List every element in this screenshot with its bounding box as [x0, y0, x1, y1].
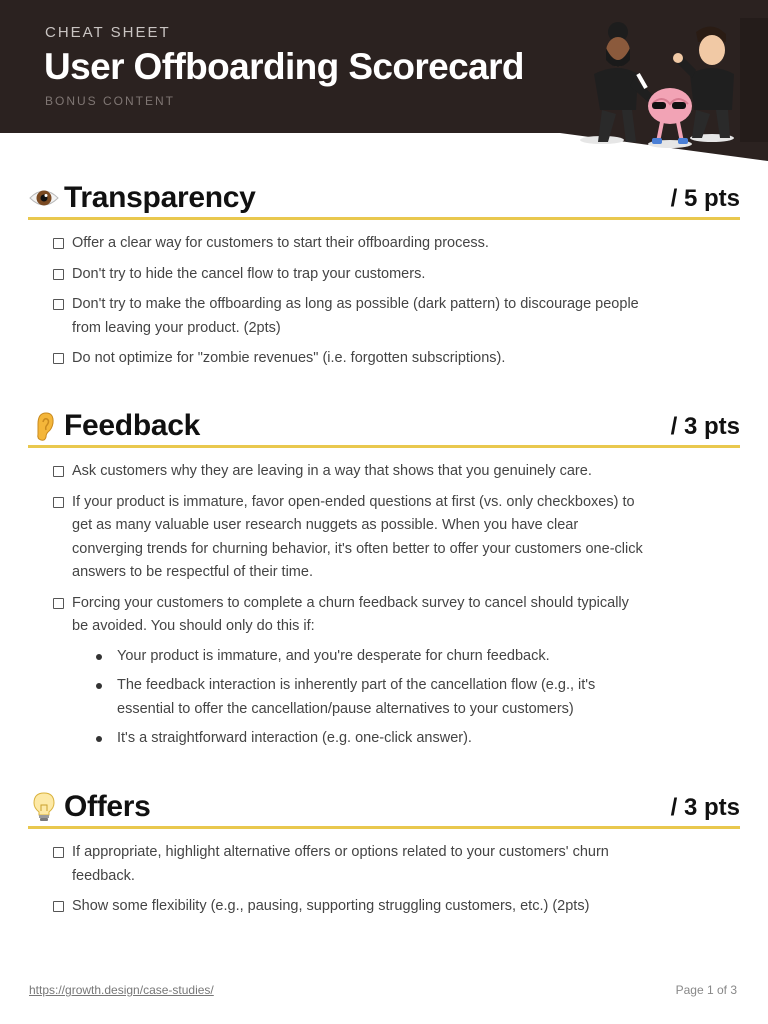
bullet-dot [96, 736, 102, 742]
checklist-item-text: If your product is immature, favor open-ended questions at first (vs. only checkboxes) to get as many valuable user research nuggets as possible. When you have clear converging trends for churning behavior, it's often better to offer your customers one-click answers to be respectful of their time. [72, 493, 643, 580]
section-header [28, 789, 740, 829]
team-avatars-illustration [572, 18, 768, 158]
bullet-item [72, 674, 648, 721]
checklist-item [28, 895, 648, 919]
header-kicker: CHEAT SHEET [45, 24, 171, 41]
footer-link[interactable]: https://growth.design/case-studies/ [29, 983, 214, 997]
checklist-item-text: Don't try to make the offboarding as long as possible (dark pattern) to discourage people from leaving your product. (2pts) [72, 296, 639, 336]
checklist-item [28, 460, 648, 484]
checklist-item-text: Don't try to hide the cancel flow to trap your customers. [72, 265, 426, 282]
section-title: Transparency [64, 181, 256, 214]
checklist-item [28, 491, 648, 585]
ear-icon [28, 410, 60, 442]
checkbox[interactable] [53, 269, 64, 280]
checklist [28, 232, 740, 371]
section-points: / 3 pts [670, 413, 740, 440]
page-number: Page 1 of 3 [675, 983, 737, 997]
checklist-item-text: Do not optimize for "zombie revenues" (i.e. forgotten subscriptions). [72, 350, 506, 366]
checklist-item-text: If appropriate, highlight alternative offers or options related to your customers' churn feedback. [72, 844, 609, 884]
section-title: Offers [64, 790, 151, 823]
bullet-text: It's a straightforward interaction (e.g. one-click answer). [117, 730, 472, 746]
section-feedback [28, 408, 740, 758]
page-title: User Offboarding Scorecard [44, 46, 524, 87]
header-subtitle: BONUS CONTENT [45, 94, 176, 108]
bullet-text: Your product is immature, and you're desperate for churn feedback. [117, 647, 550, 664]
section-header [28, 408, 740, 448]
checklist-item [28, 293, 648, 340]
checkbox[interactable] [53, 353, 64, 364]
section-title: Feedback [64, 409, 200, 442]
section-transparency [28, 180, 740, 378]
checklist [28, 841, 740, 919]
checkbox[interactable] [53, 238, 64, 249]
checklist-item [28, 232, 648, 256]
light-bulb-icon [28, 791, 60, 823]
checklist-item [28, 841, 648, 888]
bullet-item [72, 645, 648, 669]
checklist-item-text: Offer a clear way for customers to start their offboarding process. [72, 235, 489, 251]
checklist [28, 460, 740, 751]
checklist-item [28, 592, 648, 751]
checkbox[interactable] [53, 598, 64, 609]
section-offers [28, 789, 740, 926]
section-header [28, 180, 740, 220]
checklist-item [28, 347, 648, 371]
eye-icon [28, 182, 60, 214]
checklist-item-text: Ask customers why they are leaving in a way that shows that you genuinely care. [72, 463, 592, 479]
checkbox[interactable] [53, 299, 64, 310]
checkbox[interactable] [53, 466, 64, 477]
section-points: / 5 pts [670, 185, 740, 212]
bullet-dot [96, 654, 102, 660]
bullet-text: The feedback interaction is inherently part of the cancellation flow (e.g., it's essential to offer the cancellation/pause alternatives to your customers) [117, 677, 596, 717]
checklist-item-text: Show some flexibility (e.g., pausing, supporting struggling customers, etc.) (2pts) [72, 898, 590, 914]
bullet-list [72, 645, 648, 751]
checkbox[interactable] [53, 847, 64, 858]
bullet-item [72, 727, 648, 751]
section-points: / 3 pts [670, 794, 740, 821]
checkbox[interactable] [53, 901, 64, 912]
bullet-dot [96, 683, 102, 689]
checklist-item [28, 263, 648, 287]
checkbox[interactable] [53, 497, 64, 508]
checklist-item-text: Forcing your customers to complete a churn feedback survey to cancel should typically be avoided. You should only do this if: [72, 594, 629, 634]
